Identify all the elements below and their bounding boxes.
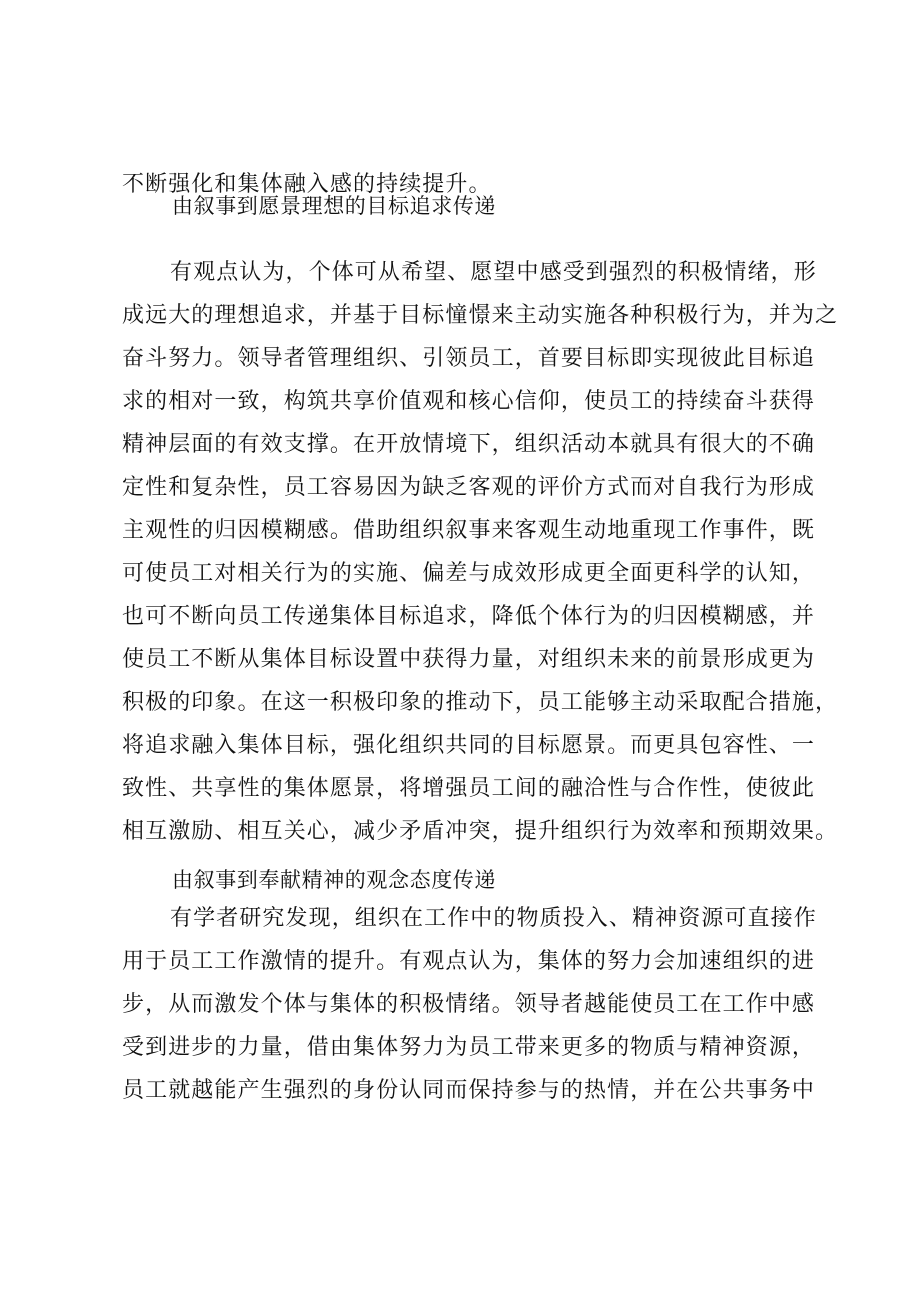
paragraph-2-line-3: 步，从而激发个体与集体的积极情绪。领导者越能使员工在工作中感: [122, 992, 816, 1017]
paragraph-1-line-8: 可使员工对相关行为的实施、偏差与成效形成更全面更科学的认知，: [122, 561, 816, 586]
paragraph-1-line-12: 将追求融入集体目标，强化组织共同的目标愿景。而更具包容性、一: [122, 733, 816, 758]
paragraph-2-line-4: 受到进步的力量，借由集体努力为员工带来更多的物质与精神资源，: [122, 1035, 816, 1060]
text-line-1: 不断强化和集体融入感的持续提升。: [122, 172, 492, 197]
section-heading-dedication: 由叙事到奉献精神的观念态度传递: [172, 868, 496, 892]
paragraph-2-line-2: 用于员工工作激情的提升。有观点认为，集体的努力会加速组织的进: [122, 949, 816, 974]
paragraph-1-line-10: 使员工不断从集体目标设置中获得力量，对组织未来的前景形成更为: [122, 647, 816, 672]
paragraph-1-line-9: 也可不断向员工传递集体目标追求，降低个体行为的归因模糊感，并: [122, 604, 816, 629]
paragraph-1-line-4: 求的相对一致，构筑共享价值观和核心信仰，使员工的持续奋斗获得: [122, 389, 816, 414]
section-heading-vision: 由叙事到愿景理想的目标追求传递: [172, 194, 496, 218]
paragraph-1-line-14: 相互激励、相互关心，减少矛盾冲突，提升组织行为效率和预期效果。: [122, 819, 839, 844]
paragraph-1-line-7: 主观性的归因模糊感。借助组织叙事来客观生动地重现工作事件，既: [122, 518, 816, 543]
paragraph-1-line-11: 积极的印象。在这一积极印象的推动下，员工能够主动采取配合措施，: [122, 690, 839, 715]
paragraph-1-line-5: 精神层面的有效支撑。在开放情境下，组织活动本就具有很大的不确: [122, 432, 816, 457]
paragraph-1-line-13: 致性、共享性的集体愿景，将增强员工间的融洽性与合作性，使彼此: [122, 776, 816, 801]
paragraph-1-line-3: 奋斗努力。领导者管理组织、引领员工，首要目标即实现彼此目标追: [122, 346, 816, 371]
paragraph-1-line-1: 有观点认为，个体可从希望、愿望中感受到强烈的积极情绪，形: [170, 260, 817, 285]
paragraph-2-line-5: 员工就越能产生强烈的身份认同而保持参与的热情，并在公共事务中: [122, 1078, 816, 1103]
paragraph-1-line-2: 成远大的理想追求，并基于目标憧憬来主动实施各种积极行为，并为之: [122, 303, 839, 328]
paragraph-1-line-6: 定性和复杂性，员工容易因为缺乏客观的评价方式而对自我行为形成: [122, 475, 816, 500]
paragraph-2-line-1: 有学者研究发现，组织在工作中的物质投入、精神资源可直接作: [170, 906, 817, 931]
